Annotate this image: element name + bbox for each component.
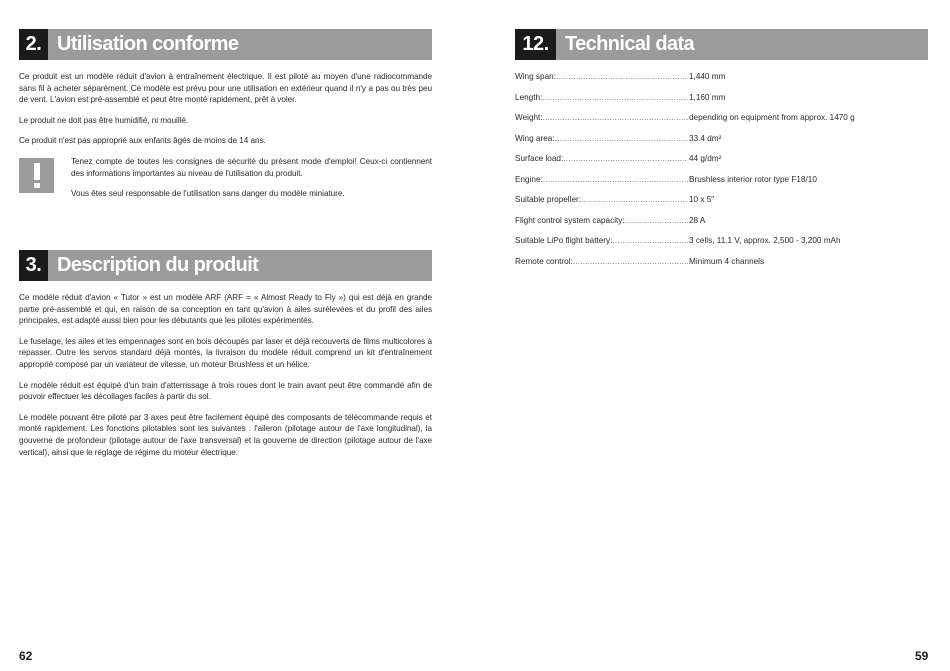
spec-row	[515, 235, 935, 247]
spec-row	[515, 174, 935, 186]
spec-value: Minimum 4 channels	[689, 256, 765, 266]
spec-value: 1,440 mm	[689, 72, 726, 81]
warning-paragraph: Tenez compte de toutes les consignes de sécurité du présent mode d'emploi! Ceux-ci contiennent des informations importantes au niveau de l'utilisation du produit.	[71, 157, 432, 178]
spec-value: 3 cells, 11.1 V, approx. 2,500 - 3,200 mAh	[689, 236, 841, 245]
spec-row	[515, 71, 935, 83]
page-number: 62	[19, 649, 33, 663]
section-12-heading	[515, 29, 928, 60]
paragraph: Ce modèle réduit d'avion « Tutor » est un modèle ARF (ARF = « Almost Ready to Fly ») qui est déjà en grande partie pré-assemblé et qui, en raison de sa conception en tant qu'avion à ailes surélevées et du profil des ailes principales, est adapté aussi bien pour les débutants que les pilotes expérimentés.	[19, 293, 432, 326]
spec-value: Brushless interior rotor type F18/10	[689, 174, 817, 184]
spec-label: Length:	[515, 92, 543, 102]
right-page	[475, 0, 950, 671]
paragraph: Le produit ne doit pas être humidifié, ni mouillé.	[19, 115, 189, 125]
spec-value: 28 A	[689, 215, 706, 225]
section-2-heading	[19, 29, 432, 60]
spec-row	[515, 194, 935, 206]
spec-value: 1,160 mm	[689, 92, 726, 102]
spec-value: depending on equipment from approx. 1470 g	[689, 113, 855, 122]
spec-row	[515, 112, 935, 124]
spec-label: Wing span:	[515, 72, 556, 81]
warning-note	[71, 156, 432, 209]
paragraph: Le fuselage, les ailes et les empennages sont en bois découpés par laser et déjà recouverts de films multicolores à repasser. Outre les servos standard déjà montés, la livraison du modèle réduit comprend un kit d'entraînement approprié composé par un variateur de vitesse, un moteur Brushless et un hélice.	[19, 336, 432, 369]
spec-value: 33.4 dm²	[689, 133, 722, 143]
spec-value: 10 x 5"	[689, 195, 715, 204]
spec-row	[515, 133, 935, 145]
exclamation-icon	[19, 158, 54, 193]
spec-label: Weight:	[515, 113, 543, 122]
spec-label: Wing area:	[515, 133, 555, 143]
section-title: Technical data	[565, 33, 695, 55]
spec-label: Flight control system capacity:	[515, 215, 625, 225]
section-title: Description du produit	[57, 254, 259, 276]
spec-row	[515, 256, 935, 268]
section-number: 12.	[515, 29, 556, 60]
paragraph: Ce produit est un modèle réduit d'avion à entraînement électrique. Il est piloté au moyen d'une radiocommande sans fil à acheter séparément. Ce modèle est prévu pour une utilisation en extérieur quand il n'y a pas ou très peu de vent. L'avion est pré-assemblé et peut être monté rapidement, prêt à voler.	[19, 72, 432, 105]
spec-row	[515, 92, 935, 104]
section-3-heading	[19, 250, 432, 281]
section-number: 2.	[19, 29, 48, 60]
section-number: 3.	[19, 250, 48, 281]
paragraph: Le modèle réduit est équipé d'un train d'atterrissage à trois roues dont le train avant peut être commandé afin de pouvoir effectuer les décollages faciles à partir du sol.	[19, 380, 432, 402]
spec-label: Engine:	[515, 174, 543, 184]
section-3-body	[19, 292, 432, 467]
spec-label: Surface load:	[515, 154, 564, 163]
spec-row	[515, 153, 935, 165]
page-number: 59	[915, 649, 929, 663]
spec-label: Suitable propeller:	[515, 195, 581, 204]
spec-label: Remote control:	[515, 256, 573, 266]
paragraph: Ce produit n'est pas approprié aux enfants âgés de moins de 14 ans.	[19, 136, 266, 146]
section-title: Utilisation conforme	[57, 33, 239, 55]
paragraph: Le modèle pouvant être piloté par 3 axes peut être facilement équipé des composants de télécommande requis et monté rapidement. Les fonctions pilotables sont les suivantes : l'aileron (pilotage autour de l'axe longitudinal), la gouverne de profondeur (pilotage autour de l'axe transversal) et la gouverne de direction (pilotage autour de l'axe vertical), ainsi que le réglage de régime du moteur électrique.	[19, 412, 432, 457]
section-2-body	[19, 71, 432, 156]
warning-paragraph: Vous êtes seul responsable de l'utilisation sans danger du modèle miniature.	[71, 189, 345, 199]
spec-value: 44 g/dm²	[689, 154, 722, 163]
spec-row	[515, 215, 935, 227]
spec-label: Suitable LiPo flight battery:	[515, 236, 613, 245]
